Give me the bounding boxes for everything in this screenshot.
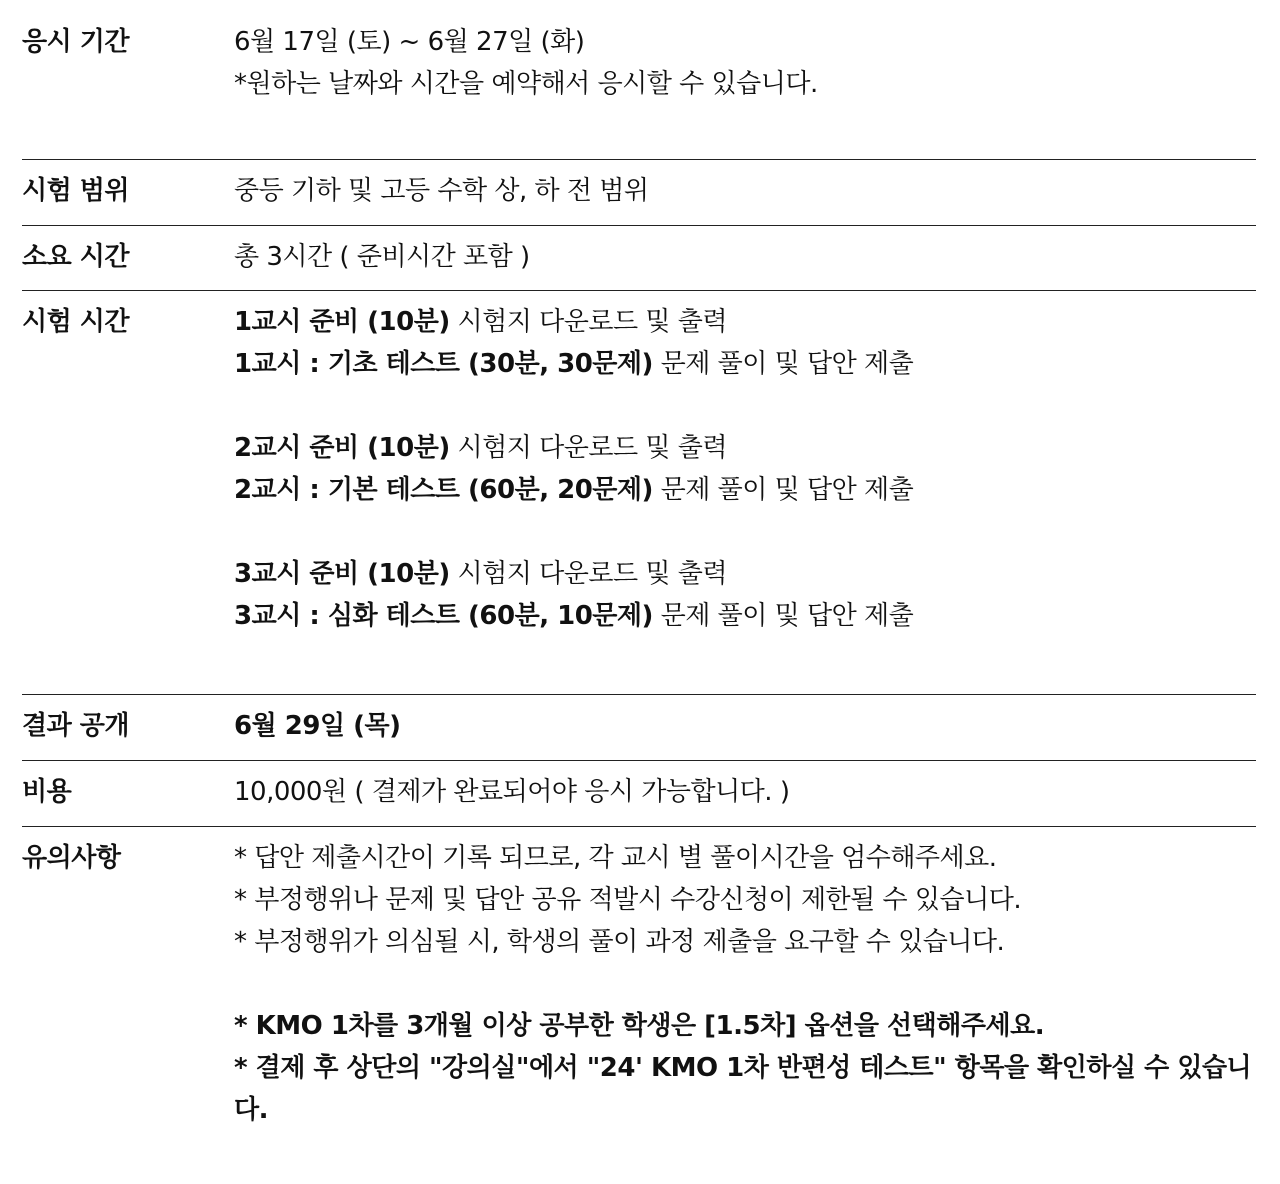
row-label: 시험 시간 <box>22 307 130 337</box>
row-label: 소요 시간 <box>22 242 130 272</box>
row-exam-period <box>22 0 1256 159</box>
schedule-item-desc: 시험지 다운로드 및 출력 <box>449 307 727 337</box>
row-content <box>234 236 1256 278</box>
schedule-item-title: 1교시 : 기초 테스트 (30분, 30문제) <box>234 349 653 379</box>
row-exam-schedule <box>22 290 1256 694</box>
period-dates: 6월 17일 (토) ~ 6월 27일 (화) <box>234 27 585 57</box>
schedule-item <box>234 301 1256 343</box>
schedule-item-title: 2교시 : 기본 테스트 (60분, 20문제) <box>234 475 653 505</box>
schedule-item <box>234 553 1256 595</box>
schedule-item-desc: 문제 풀이 및 답안 제출 <box>652 601 914 631</box>
spacer <box>234 385 1256 427</box>
note-item: * 부정행위나 문제 및 답안 공유 적발시 수강신청이 제한될 수 있습니다. <box>234 885 1022 915</box>
cost-text: 10,000원 ( 결제가 완료되어야 응시 가능합니다. ) <box>234 777 790 807</box>
schedule-item-title: 3교시 준비 (10분) <box>234 559 450 589</box>
row-content <box>234 705 1256 747</box>
schedule-item <box>234 427 1256 469</box>
result-date: 6월 29일 (목) <box>234 711 401 741</box>
schedule-item <box>234 343 1256 385</box>
row-content <box>234 771 1256 813</box>
row-content <box>234 301 1256 637</box>
schedule-item-title: 3교시 : 심화 테스트 (60분, 10문제) <box>234 601 653 631</box>
row-content <box>234 170 1256 212</box>
row-result-release <box>22 694 1256 760</box>
note-item: * 부정행위가 의심될 시, 학생의 풀이 과정 제출을 요구할 수 있습니다. <box>234 927 1005 957</box>
schedule-item-title: 2교시 준비 (10분) <box>234 433 450 463</box>
row-label: 시험 범위 <box>22 176 130 206</box>
row-content <box>234 837 1256 1131</box>
schedule-item-desc: 문제 풀이 및 답안 제출 <box>652 349 914 379</box>
row-cost <box>22 760 1256 826</box>
note-item-bold: * 결제 후 상단의 "강의실"에서 "24' KMO 1차 반편성 테스트" 항목을 확인하실 수 있습니다. <box>234 1053 1252 1125</box>
period-note: *원하는 날짜와 시간을 예약해서 응시할 수 있습니다. <box>234 69 818 99</box>
schedule-item-title: 1교시 준비 (10분) <box>234 307 450 337</box>
schedule-item <box>234 469 1256 511</box>
schedule-item-desc: 시험지 다운로드 및 출력 <box>449 433 727 463</box>
row-duration <box>22 225 1256 290</box>
row-label: 유의사항 <box>22 843 121 873</box>
scope-text: 중등 기하 및 고등 수학 상, 하 전 범위 <box>234 176 649 206</box>
spacer <box>234 963 1256 1005</box>
duration-text: 총 3시간 ( 준비시간 포함 ) <box>234 242 530 272</box>
schedule-item-desc: 시험지 다운로드 및 출력 <box>449 559 727 589</box>
row-content <box>234 21 1256 105</box>
row-label: 비용 <box>22 777 72 807</box>
spacer <box>234 511 1256 553</box>
schedule-item <box>234 595 1256 637</box>
row-label: 응시 기간 <box>22 27 130 57</box>
row-notes <box>22 826 1256 1184</box>
row-exam-scope <box>22 159 1256 225</box>
note-item: * 답안 제출시간이 기록 되므로, 각 교시 별 풀이시간을 엄수해주세요. <box>234 843 997 873</box>
exam-info-table <box>22 0 1256 1184</box>
note-item-bold: * KMO 1차를 3개월 이상 공부한 학생은 [1.5차] 옵션을 선택해주세요. <box>234 1011 1045 1041</box>
schedule-item-desc: 문제 풀이 및 답안 제출 <box>652 475 914 505</box>
row-label: 결과 공개 <box>22 711 130 741</box>
